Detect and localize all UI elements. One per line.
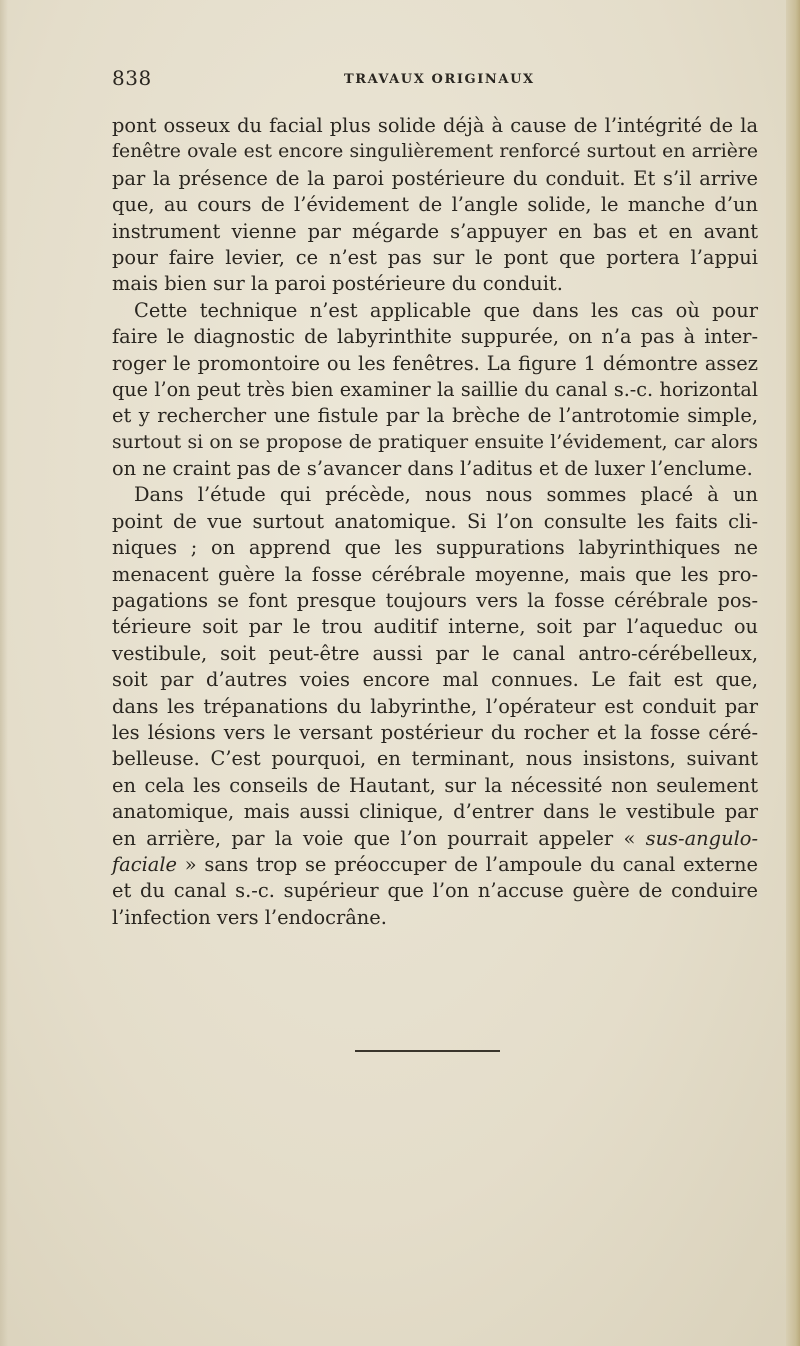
text-line: Dans l’étude qui précède, nous nous sommes placé à un: [134, 483, 758, 507]
text-line: que, au cours de l’évidement de l’angle solide, le manche d’un: [112, 193, 758, 217]
running-title: TRAVAUX ORIGINAUX: [344, 72, 535, 87]
text-line: et y rechercher une fistule par la brèche de l’antrotomie simple,: [112, 404, 758, 428]
text-line: vestibule, soit peut-être aussi par le canal antro-cérébelleux,: [112, 641, 758, 665]
text-line: par la présence de la paroi postérieure du conduit. Et s’il arrive: [112, 166, 758, 190]
page-right-edge: [786, 0, 800, 1346]
text-line: roger le promontoire ou les fenêtres. La figure 1 démontre assez: [112, 351, 758, 375]
body-text: [112, 113, 758, 931]
text-line: pagations se font presque toujours vers la fosse cérébrale pos-: [112, 589, 758, 613]
text-line: dans les trépanations du labyrinthe, l’opérateur est conduit par: [112, 694, 758, 718]
text-line: mais bien sur la paroi postérieure du conduit.: [112, 272, 563, 296]
text-line: anatomique, mais aussi clinique, d’entrer dans le vestibule par: [112, 800, 758, 824]
text-line: [112, 826, 758, 852]
italic-term: sus-angulo-: [645, 826, 758, 850]
text-line: instrument vienne par mégarde s’appuyer en bas et en avant: [112, 219, 758, 243]
italic-term: faciale: [112, 852, 178, 876]
text-line: niques ; on apprend que les suppurations labyrinthiques ne: [112, 536, 758, 560]
text-line: Cette technique n’est applicable que dans les cas où pour: [134, 298, 758, 322]
section-divider: [355, 1050, 500, 1052]
text-line: les lésions vers le versant postérieur du rocher et la fosse céré-: [112, 720, 758, 744]
text-line: pour faire levier, ce n’est pas sur le pont que portera l’appui: [112, 245, 758, 269]
text-line: faire le diagnostic de labyrinthite suppurée, on n’a pas à inter-: [112, 325, 758, 349]
text-line: et du canal s.-c. supérieur que l’on n’accuse guère de conduire: [112, 879, 758, 903]
text-line: menacent guère la fosse cérébrale moyenne, mais que les pro-: [112, 562, 758, 586]
text-span: » sans trop se préoccuper de l’ampoule du canal externe: [184, 852, 758, 876]
page-number: 838: [112, 66, 152, 90]
text-line: pont osseux du facial plus solide déjà à cause de l’intégrité de la: [112, 114, 758, 137]
text-line: [112, 852, 758, 878]
text-line: térieure soit par le trou auditif interne, soit par l’aqueduc ou: [112, 615, 758, 639]
text-line: belleuse. C’est pourquoi, en terminant, nous insistons, suivant: [112, 747, 758, 771]
text-line: fenêtre ovale est encore singulièrement renforcé surtout en arrière: [112, 141, 758, 163]
text-line: l’infection vers l’endocrâne.: [112, 905, 387, 929]
page-left-edge: [0, 0, 8, 1346]
text-line: en cela les conseils de Hautant, sur la nécessité non seulement: [112, 773, 758, 797]
text-line: point de vue surtout anatomique. Si l’on consulte les faits cli-: [112, 509, 758, 533]
text-line: on ne craint pas de s’avancer dans l’aditus et de luxer l’enclume.: [112, 457, 753, 481]
text-span: en arrière, par la voie que l’on pourrait appeler «: [112, 826, 636, 850]
text-line: surtout si on se propose de pratiquer ensuite l’évidement, car alors: [112, 431, 758, 453]
running-head: [112, 66, 758, 96]
text-line: que l’on peut très bien examiner la saillie du canal s.-c. horizontal: [112, 377, 758, 401]
text-line: soit par d’autres voies encore mal connues. Le fait est que,: [112, 668, 758, 692]
